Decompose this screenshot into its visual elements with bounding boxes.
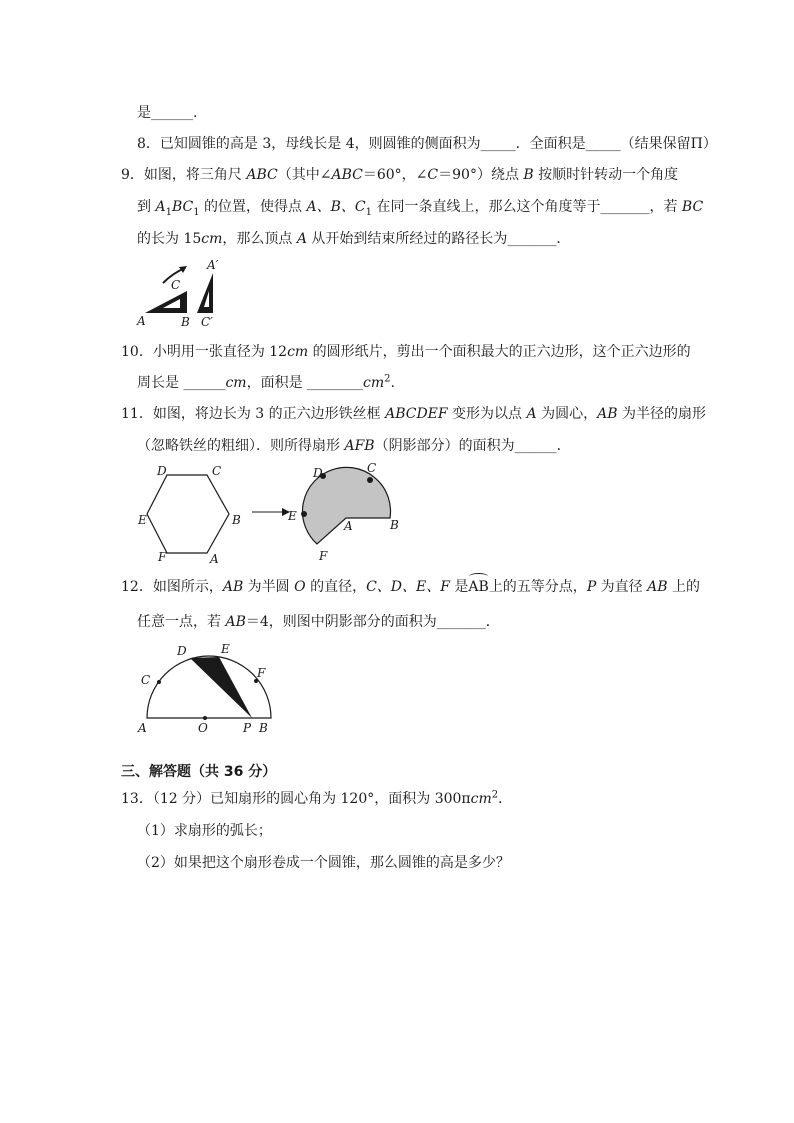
question-13-part-1: （1）求扇形的弧长； [137,823,272,839]
semicircle-label-D: D [177,644,187,658]
arc-AB-notation: AB [468,579,489,595]
question-9-line-1: 9．如图，将三角尺 ABC（其中∠ABC＝60°，∠C＝90°）绕点 B 按顺时针转动一个角度 [121,167,679,183]
label-C-prime: C′ [201,315,213,329]
label-A-prime: A′ [207,258,219,272]
label-C: C [171,278,181,292]
label-B: B [181,315,190,329]
question-9-line-3: 的长为 15cm，那么顶点 A 从开始到结束所经过的路径长为_______． [137,231,571,247]
question-10-line-1: 10．小明用一张直径为 12cm 的圆形纸片，剪出一个面积最大的正六边形，这个正六边形的 [121,344,691,360]
semicircle-label-B: B [259,721,268,735]
regular-hexagon [147,475,229,553]
question-12-line-1: 12．如图所示，AB 为半圆 O 的直径，C、D、E、F 是AB上的五等分点，P 为直径 AB 上的 [121,579,700,595]
sector-label-B: B [390,518,399,532]
semicircle-label-P: P [243,721,252,735]
sector-label-F: F [319,549,328,563]
hex-label-E: E [138,513,147,527]
semicircle-figure [135,640,285,740]
q7-continuation: 是______. [137,105,198,121]
hex-label-D: D [157,464,167,478]
hex-label-C: C [212,464,222,478]
hex-label-F: F [158,550,167,564]
semicircle-label-C: C [141,673,151,687]
question-10-line-2: 周长是 ______cm，面积是 $\_\_\_\_\_\_\_\_cm^2$. [137,373,395,391]
hex-label-B: B [232,513,241,527]
set-square-original [145,291,187,313]
sector-label-A: A [344,519,353,533]
hexagon-sector-figure [130,458,410,573]
sector-label-D: D [313,466,323,480]
section-3-title: 三、解答题（共 36 分） [121,764,277,780]
question-11-line-1: 11．如图，将边长为 3 的正六边形铁丝框 ABCDEF 变形为以点 A 为圆心，AB 为半径的扇形 [121,406,706,422]
question-13: 13．（12 分）已知扇形的圆心角为 120°，面积为 300πcm$^2$． [121,789,513,807]
question-9-line-2: 到 $A_1BC_1$ 的位置，使得点 A、B、$C_1$ 在同一条直线上，那么这个角度等于_______，若 BC [137,199,704,218]
semicircle-label-F: F [257,666,266,680]
sector-label-C: C [367,461,377,475]
question-11-line-2: （忽略铁丝的粗细）．则所得扇形 AFB（阴影部分）的面积为______． [137,438,571,454]
label-A: A [137,314,146,328]
question-8: 8．已知圆锥的高是 3，母线长是 4，则圆锥的侧面积为_____．全面积是_____（结果保留Π） [137,136,717,152]
semicircle-label-O: O [198,721,208,735]
question-13-part-2: （2）如果把这个扇形卷成一个圆锥，那么圆锥的高是多少？ [137,855,510,871]
hex-label-A: A [210,552,219,566]
set-square-figure [135,255,225,335]
semicircle-label-A: A [138,721,147,735]
question-12-line-2: 任意一点，若 AB＝4，则图中阴影部分的面积为_______． [137,614,500,630]
sector-label-E: E [288,509,297,523]
semicircle-label-E: E [221,642,230,656]
